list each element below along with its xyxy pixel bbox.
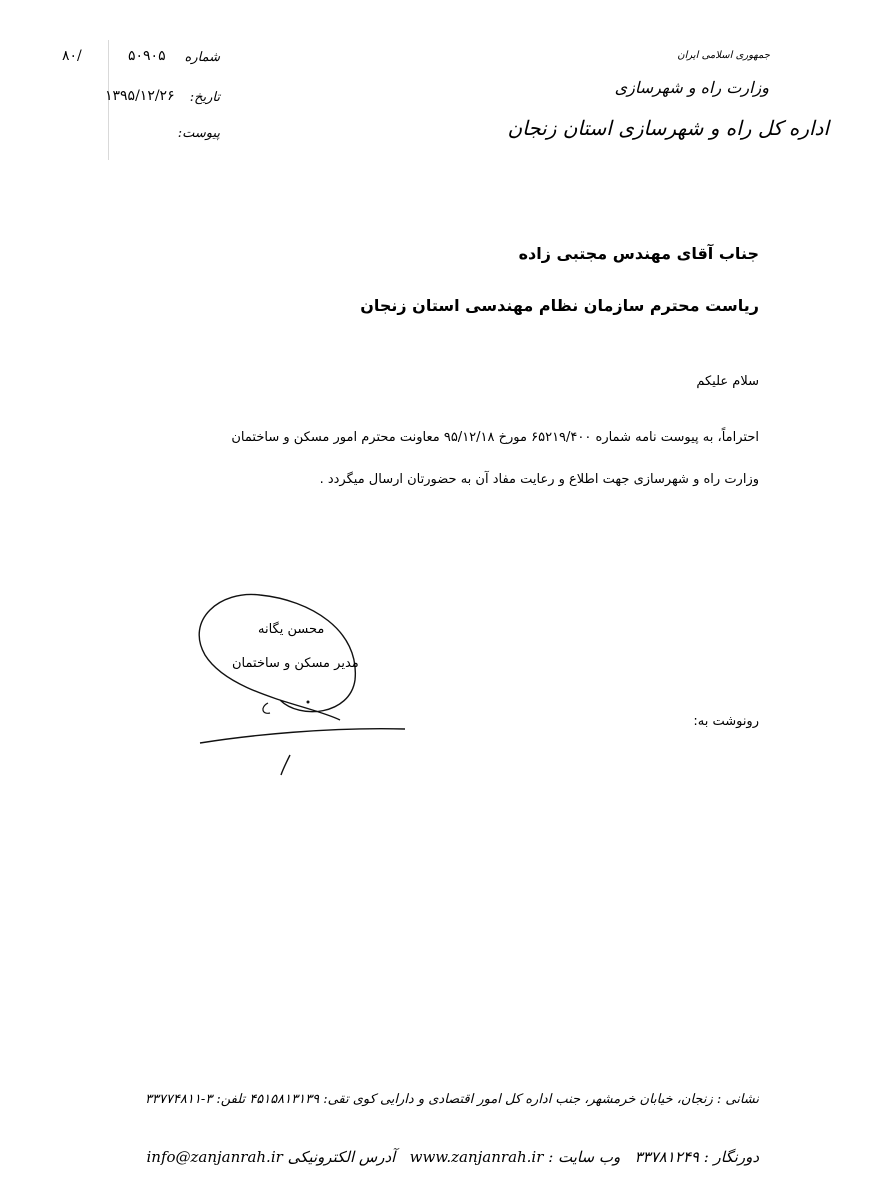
letter-number-suffix: ۸۰/ xyxy=(62,48,82,64)
letter-attachment-label: پیوست: xyxy=(177,126,220,141)
letter-number-label: شماره xyxy=(184,50,220,65)
letter-date-value: ۱۳۹۵/۱۲/۲۶ xyxy=(105,88,175,104)
footer-fax-value: ۳۳۷۸۱۲۴۹ xyxy=(634,1148,699,1166)
letterhead-department: اداره کل راه و شهرسازی استان زنجان xyxy=(507,116,829,140)
letter-number-value: ۵۰۹۰۵ xyxy=(128,48,166,64)
letterhead-country: جمهوری اسلامی ایران xyxy=(677,50,770,61)
greeting: سلام علیکم xyxy=(696,374,759,389)
body-paragraph-line-2: وزارت راه و شهرسازی جهت اطلاع و رعایت مفاد آن به حضورتان ارسال میگردد . xyxy=(319,472,759,487)
handwritten-signature xyxy=(190,585,420,780)
addressee-name: جناب آقای مهندس مجتبی زاده xyxy=(518,244,759,263)
signatory-name: محسن یگانه xyxy=(258,622,325,637)
footer-website-label: وب سایت : xyxy=(548,1148,621,1166)
footer-email-label: آدرس الکترونیکی xyxy=(287,1148,396,1166)
footer-contact-line xyxy=(146,1148,759,1166)
footer-email[interactable]: info@zanjanrah.ir xyxy=(146,1148,283,1166)
footer-fax-label: دورنگار : xyxy=(703,1148,759,1166)
footer-address: نشانی : زنجان، خیابان خرمشهر، جنب اداره کل امور اقتصادی و دارایی کوی تقی: ۴۵۱۵۸۱۳۱۳۹ تلفن: ۳-۳۳۷۷۴۸۱۱ xyxy=(144,1092,759,1107)
letterhead-ministry: وزارت راه و شهرسازی xyxy=(614,78,769,97)
addressee-title: ریاست محترم سازمان نظام مهندسی استان زنجان xyxy=(360,296,759,315)
footer-website[interactable]: www.zanjanrah.ir xyxy=(409,1148,544,1166)
cc-label: رونوشت به: xyxy=(693,714,759,729)
body-paragraph-line-1: احتراماً، به پیوست نامه شماره ۶۵۲۱۹/۴۰۰ مورخ ۹۵/۱۲/۱۸ معاونت محترم امور مسکن و ساختمان xyxy=(231,430,759,445)
signatory-title: مدیر مسکن و ساختمان xyxy=(232,656,359,671)
letter-date-label: تاریخ: xyxy=(189,90,220,105)
